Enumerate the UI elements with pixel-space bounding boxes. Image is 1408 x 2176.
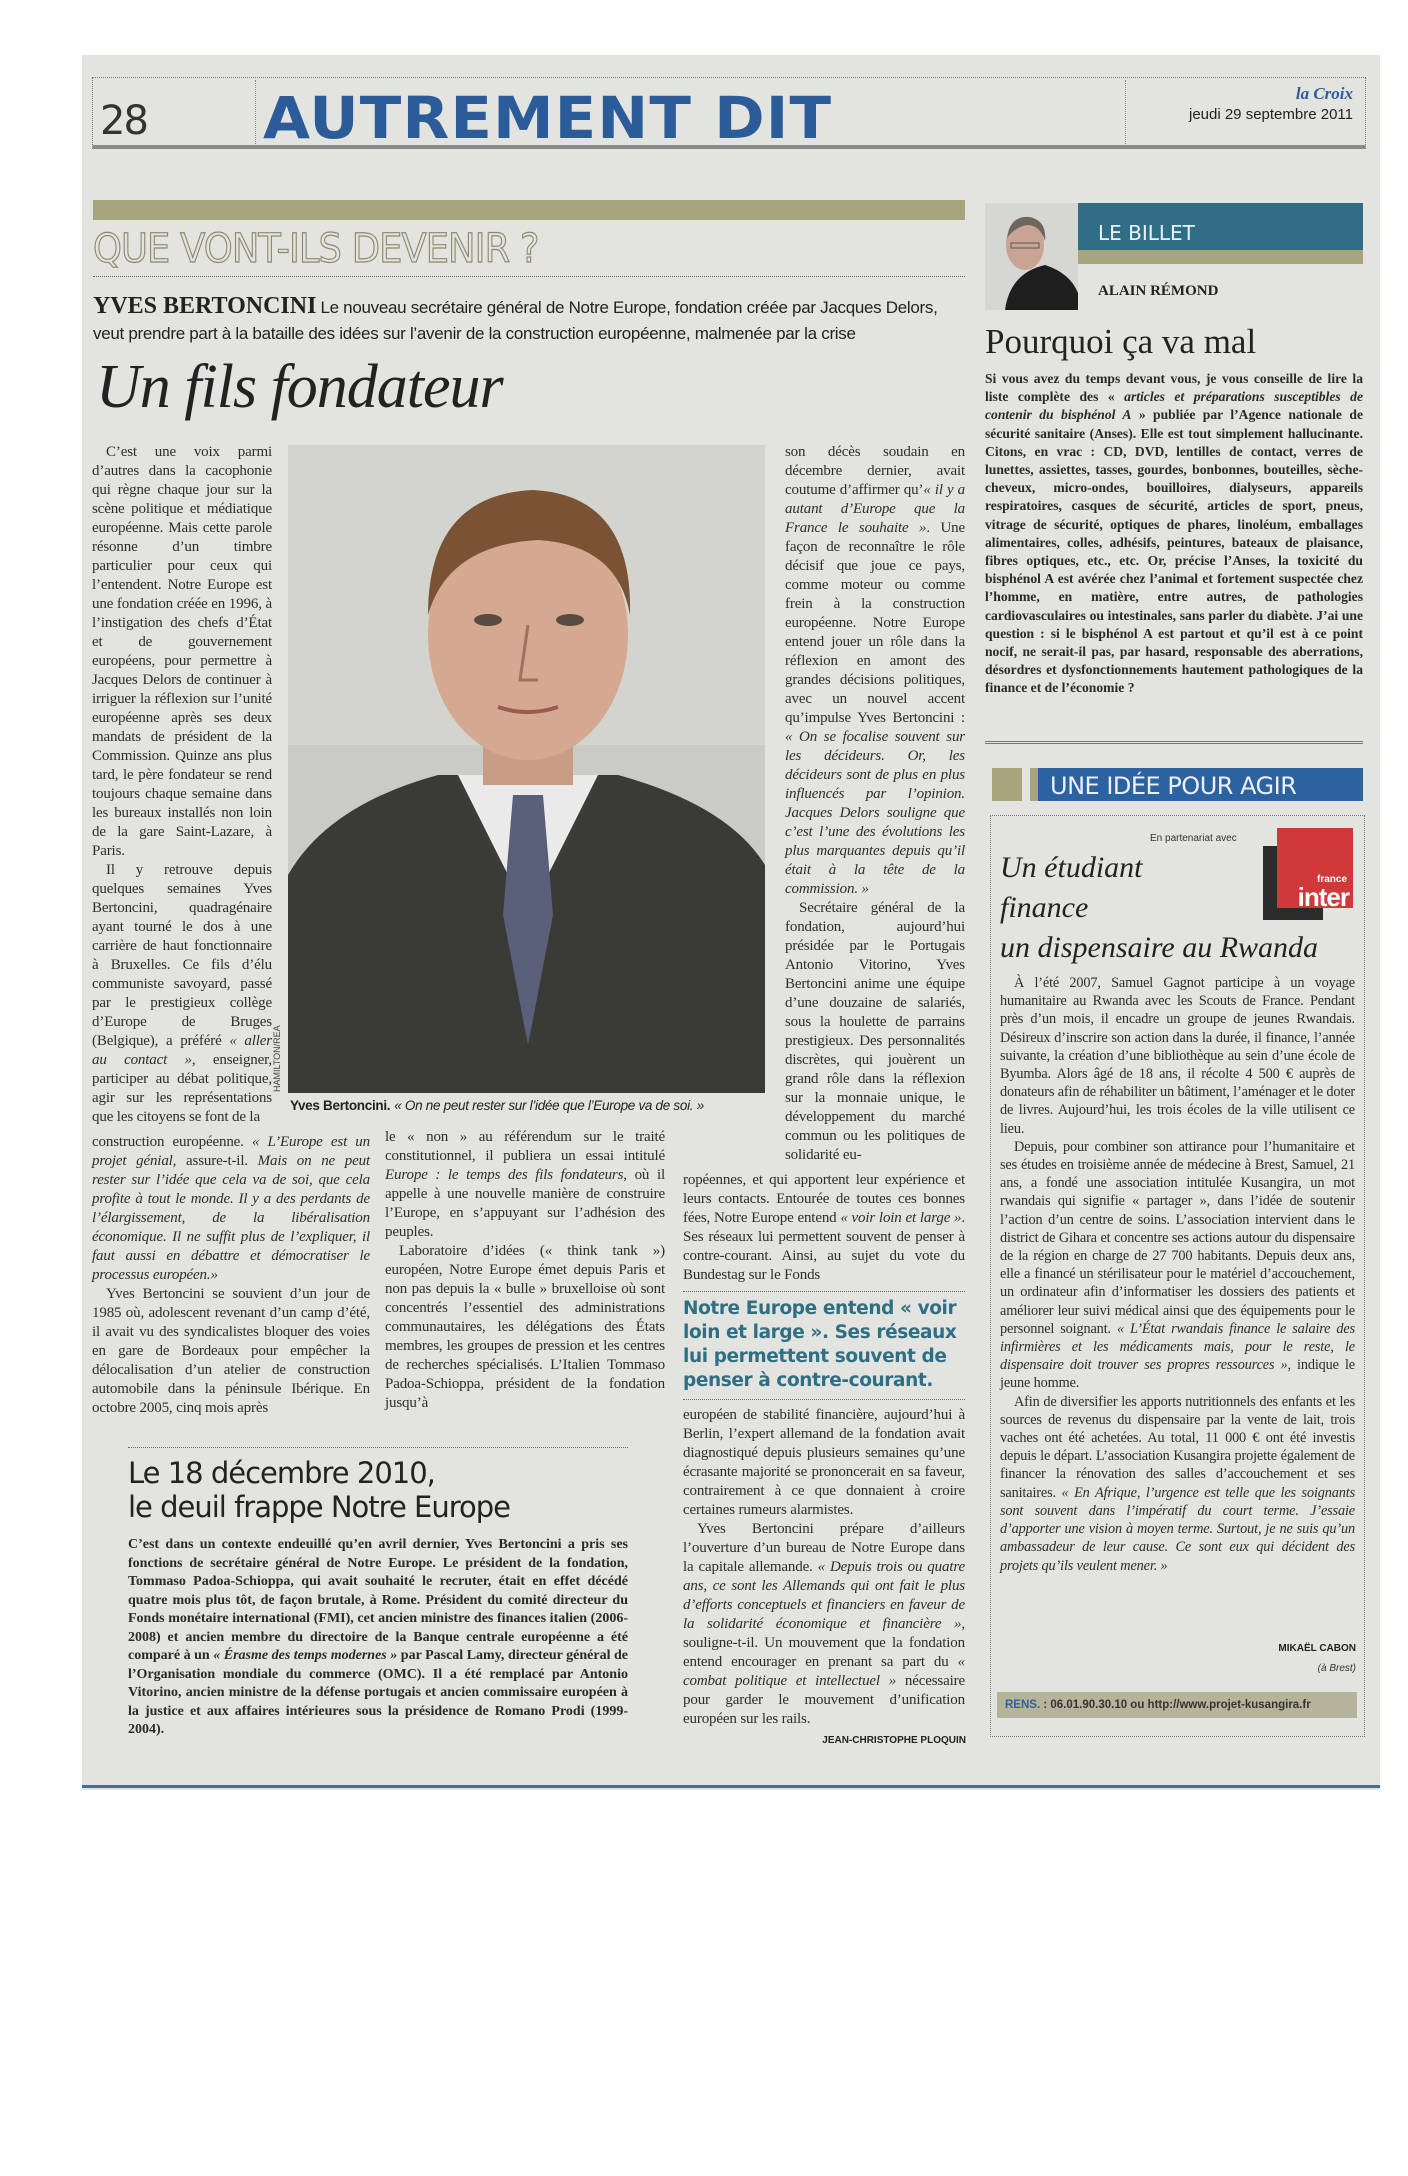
page-number: 28 [100, 98, 147, 144]
caption-quote: « On ne peut rester sur l’idée que l’Europe va de soi. » [394, 1098, 704, 1113]
paragraph [92, 1133, 370, 1285]
contact-text: : 06.01.90.30.10 ou http://www.projet-kusangira.fr [1040, 1699, 1311, 1711]
text-run: assure-t-il. [176, 1153, 258, 1169]
paragraph [128, 1536, 628, 1740]
paragraph [1000, 974, 1355, 1138]
text-run: Mais on ne peut rester sur l’idée que cela va de soi, que cela profite à tout le monde. Il y a des perdants de l’élargissement, de la libéralisation économique. Il ne suffit plus de l’expliquer, il faut aussi en débattre et démocratiser le processus européen.» [92, 1153, 371, 1283]
article-column [92, 1133, 370, 1418]
paragraph [785, 899, 965, 1165]
idee-title-line: Un étudiant [1000, 851, 1143, 884]
article-column [92, 443, 272, 1127]
text-run: . Une façon de reconnaître le rôle décisif que joue ce pays, comme moteur ou comme frein à la construction européenne. Notre Europe entend jouer un rôle dans la réflexion en amont des grandes décisions politiques, avec un nouvel accent qu’impulse Yves Bertoncini : [785, 520, 965, 726]
text-run: . Ses réseaux lui permettent souvent de penser à contre-courant. Ainsi, au sujet du vote du Bundestag sur le Fonds [683, 1210, 965, 1283]
newspaper-logo: la Croix [1295, 84, 1353, 103]
paragraph [683, 1171, 965, 1285]
text-run: Si vous avez du temps devant vous, je vous conseille de lire la liste complète des « [985, 371, 1363, 405]
paragraph [385, 1242, 665, 1413]
paragraph [92, 1285, 370, 1418]
text-run: , enseigner, participer au débat politique, agir sur les représentations que les citoyens se font de la [92, 1052, 272, 1125]
issue-date: jeudi 29 septembre 2011 [1188, 106, 1353, 123]
portrait-photo [288, 445, 765, 1093]
article-kicker: QUE VONT-ILS DEVENIR ? [93, 226, 539, 272]
idee-header-square [992, 768, 1022, 801]
paragraph [1000, 1138, 1355, 1393]
text-run: « Depuis trois ou quatre ans, ce sont les Allemands qui ont fait le plus d’efforts conceptuels et financiers en faveur de la solidarité économique et financière » [683, 1559, 965, 1632]
paragraph [92, 861, 272, 1127]
text-run: Secrétaire général de la fondation, aujourd’hui présidée par le Portugais Antonio Vitorino, Yves Bertoncini anime une équipe d’une douzaine de salariés, sous la houlette de parrains prestigieux. Des personnalités discrètes, qui jouèrent un grand rôle dans la réflexion sur la monnaie unique, le développement du marché commun ou les politiques de solidarité eu- [785, 900, 965, 1163]
idee-place: (à Brest) [1317, 1663, 1356, 1674]
text-run: » publiée par l’Agence nationale de sécurité sanitaire (Anses). Elle est tout simplement hallucinante. Citons, en vrac : CD, DVD, lentilles de contact, verres de lunettes, assiettes, tasses, gourdes, bonbonnes, bouteilles, sèche-cheveux, micro-ondes, bouilloires, dialyseurs, appareils respiratoires, casques de sécurité, articles de sport, pneus, vitrage de sécurité, optiques de phares, linoléum, emballages alimentaires, colles, adhésifs, peintures, bateaux de plaisance, fibres optiques, etc., etc. Or, précise l’Anses, la toxicité du bisphénol A est avérée chez l’animal et fortement suspectée chez l’homme, en matière, entre autres, de pathologies cardiovasculaires ou intestinales, sans parler du diabète. J’ai une question : si le bisphénol A est partout et qu’il est à ce point nocif, ne serait-il pas, par hasard, responsable des aberrations, désordres et dysfonctionnements hautement pathologiques de la finance et de l’économie ? [985, 407, 1363, 696]
paragraph [683, 1406, 965, 1520]
lead-text: Le nouveau secrétaire général de Notre Europe, fondation créée par Jacques Delors, veut prendre part à la bataille des idées sur l’avenir de la construction européenne, malmenée par la crise [93, 298, 938, 343]
paragraph [683, 1520, 965, 1729]
article-title: Un fils fondateur [96, 353, 503, 421]
article-column [683, 1406, 965, 1729]
billet-body [985, 370, 1363, 698]
text-run: par Pascal Lamy, directeur général de l’Organisation mondiale du commerce (OMC). Il a été remplacé par Antonio Vitorino, ancien ministre de la défense portugais et ancien commissaire européen à la justice et aux affaires intérieures sous la présidence de Romano Prodi (1999-2004). [128, 1648, 628, 1737]
text-run: « En Afrique, l’urgence est telle que les soignants sont souvent dans l’impératif du court terme. J’essaie d’apporter une vision à moyen terme. Surtout, je ne suis qu’un ambassadeur de leur cause. Ce sont eux qui décident des projets qu’ils veulent mener. » [1000, 1484, 1355, 1574]
contact-label: RENS. [1005, 1699, 1041, 1711]
idee-title [1000, 848, 1355, 968]
text-run: C’est dans un contexte endeuillé qu’en avril dernier, Yves Bertoncini a pris ses fonctions de secrétaire général de Notre Europe. Le président de la fondation, Tommaso Padoa-Schioppa, qui avait souhaité le recruter, était en effet décédé quatre mois plus tôt, de façon brutale, à Rome. Président du comité directeur du Fonds monétaire international (FMI), cet ancien ministre des finances italien (2006-2008) et ancien membre du directoire de la Banque centrale européenne a été comparé à un [128, 1537, 628, 1663]
section-title: AUTREMENT DIT [263, 84, 833, 152]
text-run: où il appelle à une nouvelle manière de construire l’Europe, en s’appuyant sur l’adhésion des peuples. [385, 1167, 665, 1240]
text-run: « Érasme des temps modernes » [213, 1648, 398, 1663]
header-divider [1125, 80, 1126, 146]
article-lead [93, 293, 963, 347]
person-photo-icon [288, 445, 765, 1093]
page-bottom-rule [82, 1785, 1380, 1788]
text-run: « voir loin et large » [840, 1210, 962, 1226]
text-run: Yves Bertoncini prépare d’ailleurs l’ouverture d’un bureau de Notre Europe dans la capitale allemande. [683, 1521, 965, 1575]
paragraph [985, 370, 1363, 698]
article-column [385, 1128, 665, 1413]
text-run: « aller au contact » [92, 1033, 272, 1068]
box-title [128, 1456, 628, 1524]
text-run: Depuis, pour combiner son attirance pour l’humanitaire et ses études en troisième année de médecine à Brest, Samuel, 21 ans, a fondé une association intitulée Kusangira, un mot rwandais qui signifie « partager », dans l’idée de soutenir l’action d’un centre de soins. L’association intervient dans le district de Gihara et concentre ses actions autour du dispensaire de la région en charge de 27 700 habitants. Depuis deux ans, elle a financé un stérilisateur pour le matériel d’accouchement, un ordinateur afin d’informatiser les dossiers des patients et améliorer leur suivi médical ainsi que des équipements pour le personnel soignant. [1000, 1138, 1355, 1337]
billet-stripe [1078, 250, 1363, 264]
billet-label: LE BILLET [1098, 221, 1195, 245]
box-title-line: le deuil frappe Notre Europe [128, 1490, 510, 1524]
text-run: ropéennes, et qui apportent leur expérience et leurs contacts. Entourée de toutes ces bonnes fées, Notre Europe entend [683, 1172, 965, 1226]
logo-text-small: france [1316, 874, 1347, 885]
text-run: C’est une voix parmi d’autres dans la cacophonie qui règne chaque jour sur la scène politique et médiatique européenne. Mais cette parole résonne d’un timbre particulier pour ceux qui l’entendent. Notre Europe est une fondation créée en 1996, à l’instigation des chefs d’État et de gouvernement européens, pour permettre à Jacques Delors de continuer à irriguer la réflexion sur l’unité européenne après ses deux mandats de président de la Commission. Quinze ans plus tard, le père fondateur se rend toujours chaque semaine dans les bureaux installés non loin de la gare Saint-Lazare, à Paris. [92, 444, 272, 859]
text-run: construction européenne. [92, 1134, 252, 1150]
paragraph [785, 443, 965, 899]
photo-caption [290, 1098, 768, 1113]
text-run: « On se focalise souvent sur les décideurs. Or, les décideurs sont de plus en plus influencés par l’opinion. Jacques Delors souligne que c’est l’une des évolutions les plus marquantes depuis qu’il était à la tête de la commission. » [785, 729, 965, 897]
text-run: le « non » au référendum sur le traité constitutionnel, il publiera un essai intitulé [385, 1129, 665, 1164]
caption-name: Yves Bertoncini. [290, 1098, 391, 1113]
lead-name: YVES BERTONCINI [93, 293, 317, 319]
logo-text-big: inter [1297, 882, 1349, 912]
text-run: , souligne-t-il. Un mouvement que la fondation entend encourager en prenant sa part du [683, 1616, 965, 1670]
idee-body [1000, 974, 1355, 1575]
photo-credit: HAMILTON/REA [272, 1025, 282, 1092]
box-title-line: Le 18 décembre 2010, [128, 1456, 435, 1490]
idee-label: UNE IDÉE POUR AGIR [1050, 772, 1297, 800]
text-run: « L’Europe est un projet génial, [92, 1134, 370, 1169]
text-run: À l’été 2007, Samuel Gagnot participe à un voyage humanitaire au Rwanda avec les Scouts de France. Pendant près d’un mois, il encadre un groupe de jeunes Rwandais. Désireux d’inscrire son action dans la durée, il finance, l’année suivante, la création d’une bibliothèque au sein d’une école de Byumba. Alors âgé de 18 ans, il récolte 4 500 € auprès de donateurs afin de réhabiliter un bâtiment, l’aménager et le doter de livres. Aujourd’hui, les trois écoles de la ville utilisent ce lieu. [1000, 975, 1355, 1137]
sidebar-box [128, 1447, 628, 1740]
text-run: son décès soudain en décembre dernier, avait coutume d’affirmer qu’ [785, 444, 965, 498]
author-photo [985, 203, 1078, 310]
billet-author: ALAIN RÉMOND [1098, 283, 1219, 299]
text-run: « combat politique et intellectuel » [683, 1654, 965, 1689]
billet-title: Pourquoi ça va mal [985, 322, 1257, 361]
contact-info [997, 1692, 1357, 1718]
text-run: Il y retrouve depuis quelques semaines Yves Bertoncini, quadragénaire ayant tourné le dos à une carrière de haut fonctionnaire à Bruxelles. Ce fils d’élu communiste savoyard, passé par le prestigieux collège d’Europe de Bruges (Belgique), a préféré [92, 862, 272, 1049]
box-body [128, 1536, 628, 1740]
text-run: articles et préparations susceptibles de contenir du bisphénol A [985, 389, 1364, 423]
article-column [683, 1171, 965, 1285]
text-run: européen de stabilité financière, aujourd’hui à Berlin, l’expert allemand de la fondation avait diagnostiqué depuis plusieurs semaines qu’une écrasante majorité se prononcerait en sa faveur, contrairement à ce que donnaient à croire certaines rumeurs alarmistes. [683, 1407, 965, 1518]
partner-text: En partenariat avec [1150, 833, 1237, 844]
header-divider [255, 80, 256, 146]
text-run: Laboratoire d’idées (« think tank ») européen, Notre Europe émet depuis Paris et non pas depuis la « bulle » bruxelloise où sont concentrés l’essentiel des administrations communautaires, les délégations des États membres, les groupes de pression et les centres de recherches spécialisés. L’Italien Tommaso Padoa-Schioppa, président de la fondation jusqu’à [385, 1243, 665, 1411]
paragraph [1000, 1393, 1355, 1575]
divider [985, 741, 1363, 744]
text-run: , indique le jeune homme. [1000, 1357, 1356, 1392]
article-column [785, 443, 965, 1165]
text-run: Afin de diversifier les apports nutritionnels des enfants et les sources de revenus du dispensaire par la vente de lait, trois vaches ont été achetées. Au total, 11 000 € ont été investis depuis le départ. L’association Kusangira projette également de financer la rénovation des salles d’accouchement et ses sanitaires. [1000, 1393, 1355, 1501]
person-photo-icon [985, 203, 1078, 310]
idee-title-line: finance [1000, 891, 1089, 924]
text-run: « il y a autant d’Europe que la France le souhaite » [785, 482, 966, 536]
text-run: Europe : le temps des fils fondateurs, [385, 1167, 627, 1183]
divider [93, 276, 965, 277]
idee-title-line: un dispensaire au Rwanda [1000, 931, 1319, 964]
idee-signature: MIKAËL CABON [1278, 1643, 1356, 1654]
pull-quote: Notre Europe entend « voir loin et large ». Ses réseaux lui permettent souvent de penser à contre-courant. [683, 1291, 965, 1400]
kicker-bar [93, 200, 965, 220]
paragraph [92, 443, 272, 861]
text-run: « L’État rwandais finance le salaire des infirmières et les médicaments mais, pour le reste, le dispensaire doit trouver ses propres ressources » [1000, 1320, 1355, 1374]
text-run: nécessaire pour garder le mouvement d’unification européen sur les rails. [683, 1673, 965, 1727]
article-signature: JEAN-CHRISTOPHE PLOQUIN [822, 1735, 966, 1746]
text-run: Yves Bertoncini se souvient d’un jour de 1985 où, adolescent revenant d’un camp d’été, il avait vu des syndicalistes bloquer des voies en gare de Bordeaux pour empêcher la délocalisation d’un atelier de construction automobile dans la péninsule Ibérique. En octobre 2005, cinq mois après [92, 1286, 370, 1416]
paragraph [385, 1128, 665, 1242]
